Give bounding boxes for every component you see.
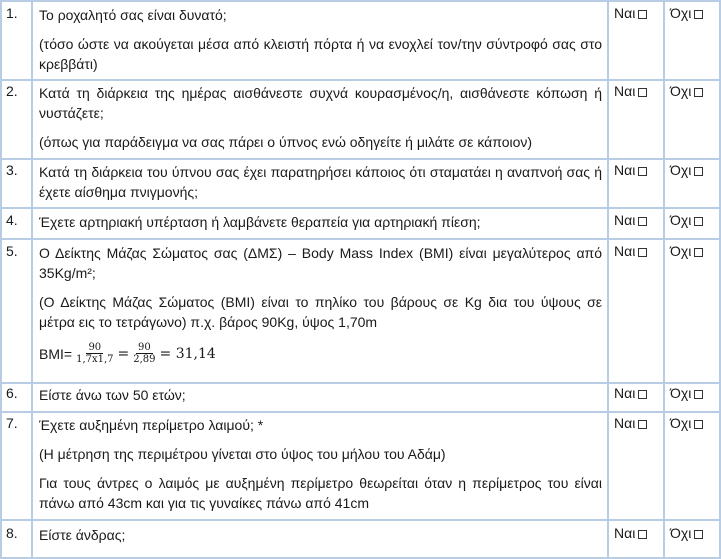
- denominator: 1,7x1,7: [76, 354, 114, 365]
- checkbox-icon[interactable]: [638, 10, 647, 19]
- yes-label: Ναι: [614, 525, 636, 541]
- row-1-number: 1.: [6, 5, 18, 21]
- row-7-yes-option[interactable]: [614, 415, 647, 431]
- question-text: Έχετε αρτηριακή υπέρταση ή λαμβάνετε θεραπεία για αρτηριακή πίεση;: [39, 214, 481, 230]
- checkbox-icon[interactable]: [694, 167, 703, 176]
- row-8-yes-option[interactable]: [614, 525, 647, 541]
- row-2-yes-option[interactable]: [614, 83, 647, 99]
- formula-result: 31,14: [175, 345, 216, 362]
- no-label: Όχι: [670, 415, 692, 431]
- bmi-formula: [39, 342, 602, 365]
- row-1-no-option[interactable]: [670, 5, 703, 21]
- checkbox-icon[interactable]: [638, 530, 647, 539]
- fraction: [76, 342, 113, 365]
- row-7-number: 7.: [6, 415, 18, 431]
- row-1-yes-option[interactable]: [614, 5, 647, 21]
- row-5-question: [39, 243, 602, 365]
- row-5-number: 5.: [6, 243, 18, 259]
- equals-sign: =: [159, 345, 176, 362]
- equals-sign: =: [117, 345, 130, 362]
- formula-label: BMI=: [39, 345, 73, 362]
- checkbox-icon[interactable]: [694, 88, 703, 97]
- question-note: (τόσο ώστε να ακούγεται μέσα από κλειστή πόρτα ή να ενοχλεί τον/την σύντροφό σας στο κρεββάτι): [39, 36, 602, 72]
- row-2-number: 2.: [6, 83, 18, 99]
- yes-label: Ναι: [614, 5, 636, 21]
- denominator: 2,89: [133, 354, 156, 365]
- checkbox-icon[interactable]: [638, 167, 647, 176]
- row-5-no-option[interactable]: [670, 243, 703, 259]
- question-text: Κατά τη διάρκεια της ημέρας αισθάνεστε συχνά κουρασμένος/η, αισθάνεστε κόπωση ή νυστάζετε;: [39, 85, 602, 121]
- yes-label: Ναι: [614, 385, 636, 401]
- row-3-no-option[interactable]: [670, 162, 703, 178]
- yes-label: Ναι: [614, 243, 636, 259]
- checkbox-icon[interactable]: [638, 88, 647, 97]
- question-text: Έχετε αυξημένη περίμετρο λαιμού; *: [39, 417, 264, 433]
- question-note: (Ο Δείκτης Μάζας Σώματος (BMI) είναι το πηλίκο του βάρους σε Kg δια του ύψους σε μέτρα εις το τετράγωνο) π.χ. βάρος 90Kg, ύψος 1,70m: [39, 294, 602, 330]
- checkbox-icon[interactable]: [694, 10, 703, 19]
- row-2-no-option[interactable]: [670, 83, 703, 99]
- checkbox-icon[interactable]: [638, 217, 647, 226]
- question-text: Είστε άνδρας;: [39, 527, 126, 543]
- checkbox-icon[interactable]: [694, 420, 703, 429]
- numerator: 90: [138, 342, 151, 353]
- row-1-question: [39, 5, 602, 74]
- no-label: Όχι: [670, 162, 692, 178]
- checkbox-icon[interactable]: [638, 390, 647, 399]
- yes-label: Ναι: [614, 415, 636, 431]
- numerator: 90: [88, 342, 102, 353]
- no-label: Όχι: [670, 525, 692, 541]
- yes-label: Ναι: [614, 212, 636, 228]
- row-6-no-option[interactable]: [670, 385, 703, 401]
- checkbox-icon[interactable]: [638, 420, 647, 429]
- row-6-question: [39, 385, 602, 405]
- row-6-number: 6.: [6, 385, 18, 401]
- row-4-question: [39, 212, 602, 232]
- row-2-question: [39, 83, 602, 152]
- row-6-yes-option[interactable]: [614, 385, 647, 401]
- checkbox-icon[interactable]: [694, 530, 703, 539]
- checkbox-icon[interactable]: [638, 248, 647, 257]
- checkbox-icon[interactable]: [694, 217, 703, 226]
- no-label: Όχι: [670, 5, 692, 21]
- no-label: Όχι: [670, 385, 692, 401]
- row-3-question: [39, 162, 602, 202]
- no-label: Όχι: [670, 83, 692, 99]
- row-4-yes-option[interactable]: [614, 212, 647, 228]
- question-note-2: Για τους άντρες ο λαιμός με αυξημένη περίμετρο θεωρείται όταν η περίμετρος του είναι πάνω από 43cm και για τις γυναίκες πάνω από 41cm: [39, 475, 602, 511]
- row-8-question: [39, 525, 602, 545]
- no-label: Όχι: [670, 212, 692, 228]
- row-3-yes-option[interactable]: [614, 162, 647, 178]
- no-label: Όχι: [670, 243, 692, 259]
- row-4-number: 4.: [6, 212, 18, 228]
- question-text: Ο Δείκτης Μάζας Σώματος σας (ΔΜΣ) – Body Mass Index (BMI) είναι μεγαλύτερος από 35Kg/m²;: [39, 245, 602, 281]
- checkbox-icon[interactable]: [694, 390, 703, 399]
- question-note: (Η μέτρηση της περιμέτρου γίνεται στο ύψος του μήλου του Αδάμ): [39, 446, 446, 462]
- row-8-no-option[interactable]: [670, 525, 703, 541]
- row-7-no-option[interactable]: [670, 415, 703, 431]
- row-5-yes-option[interactable]: [614, 243, 647, 259]
- checkbox-icon[interactable]: [694, 248, 703, 257]
- question-note: (όπως για παράδειγμα να σας πάρει ο ύπνος ενώ οδηγείτε ή μιλάτε σε κάποιον): [39, 134, 533, 150]
- question-text: Κατά τη διάρκεια του ύπνου σας έχει παρατηρήσει κάποιος ότι σταματάει η αναπνοή σας ή έχετε αίσθημα πνιγμονής;: [39, 164, 602, 200]
- question-text: Το ροχαλητό σας είναι δυνατό;: [39, 7, 227, 23]
- yes-label: Ναι: [614, 83, 636, 99]
- row-7-question: [39, 415, 602, 513]
- yes-label: Ναι: [614, 162, 636, 178]
- row-8-number: 8.: [6, 525, 18, 541]
- question-text: Είστε άνω των 50 ετών;: [39, 387, 186, 403]
- row-3-number: 3.: [6, 162, 18, 178]
- row-4-no-option[interactable]: [670, 212, 703, 228]
- fraction: [133, 342, 155, 365]
